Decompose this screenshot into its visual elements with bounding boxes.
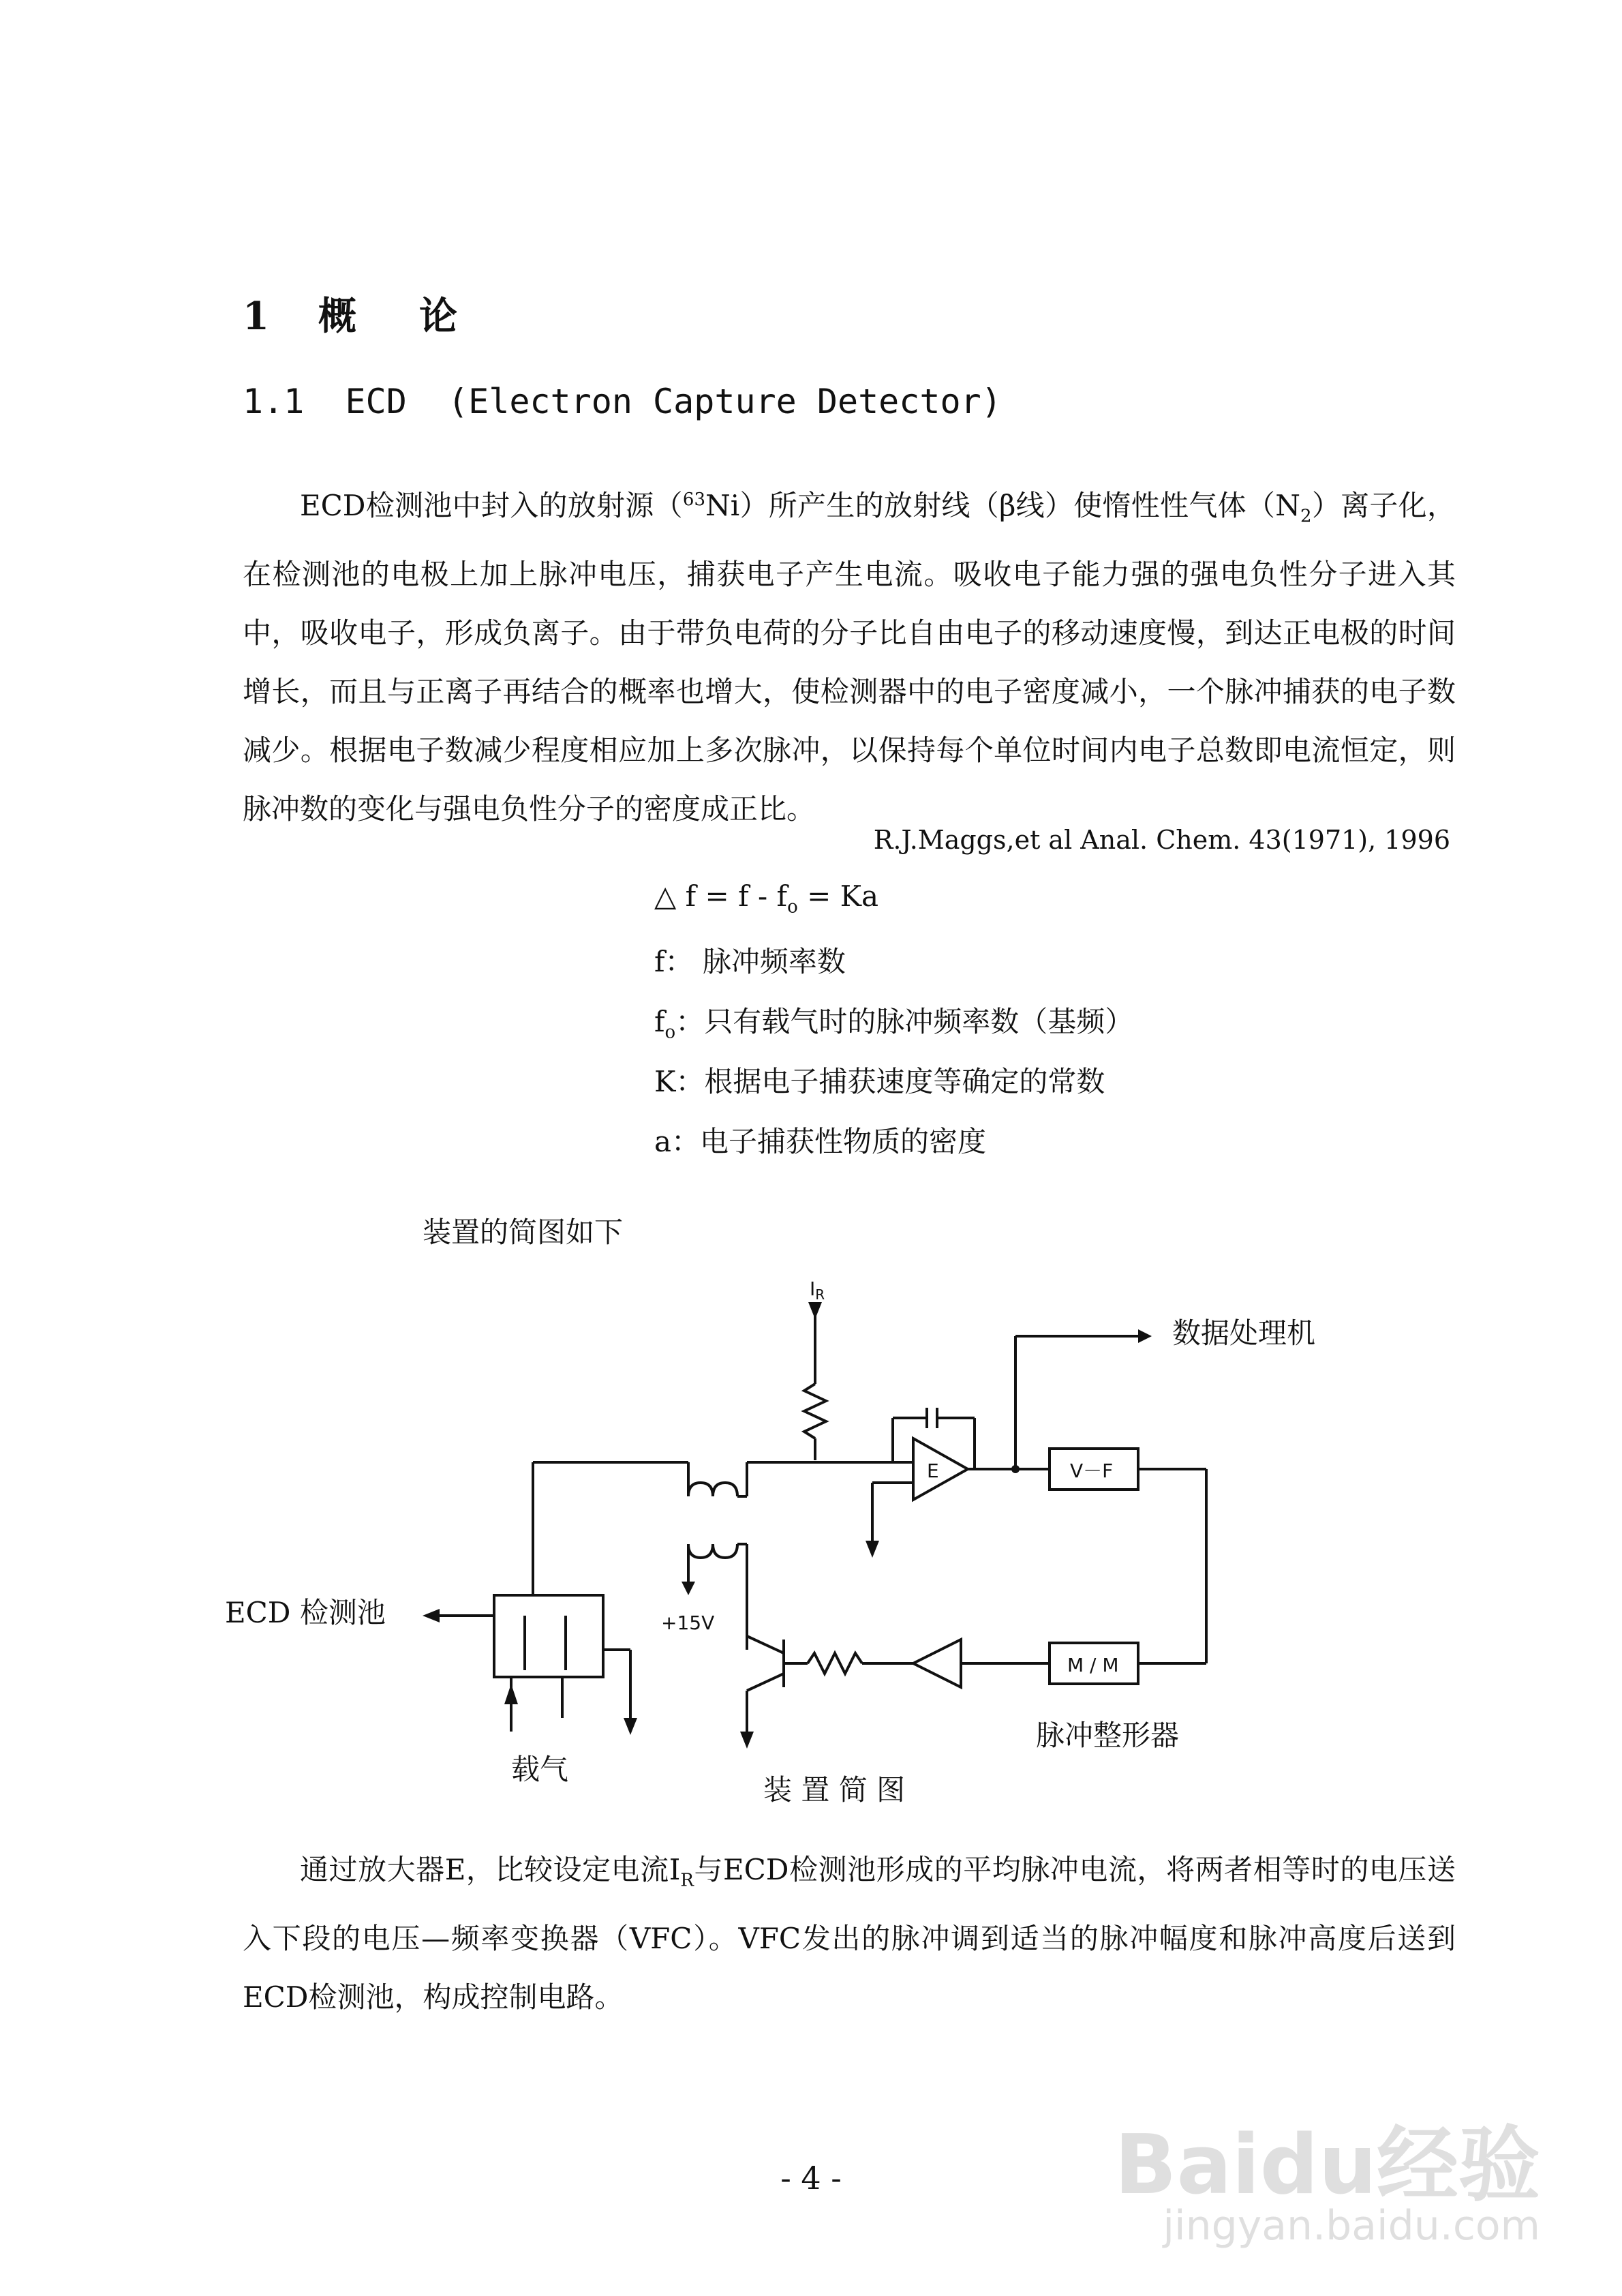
amplifier-e: [913, 1438, 968, 1500]
arrow-cell-right-out: [624, 1718, 637, 1735]
transformer-top-coil: [688, 1483, 737, 1496]
arrow-amp-ground: [866, 1541, 879, 1558]
label-plus15v: +15V: [661, 1612, 715, 1634]
label-vf: V－F: [1070, 1460, 1114, 1482]
label-ecd-cell: ECD 检测池: [225, 1596, 386, 1629]
arrow-carrier-in: [504, 1684, 518, 1704]
buffer-amplifier: [913, 1640, 961, 1687]
formula-def-fo: $f_o$：只有载气时的脉冲频率数（基频）: [654, 1005, 1134, 1043]
watermark-url: jingyan.baidu.com: [1163, 2202, 1540, 2250]
paragraph-control-circuit: 通过放大器E，比较设定电流$I_R$与ECD检测池形成的平均脉冲电流，将两者相等时的电压送入下段的电压—频率变换器（VFC）。VFC发出的脉冲调到适当的脉冲幅度和脉冲高度后送到ECD检测池，构成控制电路。: [243, 1853, 1456, 2014]
chapter-title-char-1: 概: [318, 294, 358, 339]
label-data-processor: 数据处理机: [1172, 1316, 1316, 1350]
page-number: - 4 -: [780, 2160, 842, 2196]
label-ir: $I_R$: [810, 1278, 825, 1303]
arrow-emitter: [740, 1732, 754, 1749]
label-e: E: [927, 1460, 939, 1482]
paragraph-ecd-principle: ECD检测池中封入的放射源（$^{63}$Ni）所产生的放射线（β线）使惰性性气体$(N_2)$离子化，在检测池的电极上加上脉冲电压，捕获电子产生电流。吸收电子能力强的强电负性分子进入其中，吸收电子，形成负离子。由于带负电荷的分子比自由电子的移动速度慢，到达正电极的时间增长，而且与正离子再结合的概率也增大，使检测器中的电子密度减小，一个脉冲捕获的电子数减少。根据电子数减少程度相应加上多次脉冲，以保持每个单位时间内电子总数即电流恒定，则脉冲数的变化与强电负性分子的密度成正比。: [243, 489, 1456, 826]
arrow-plus15v: [682, 1582, 695, 1595]
diagram-caption: 装 置 简 图: [763, 1773, 906, 1807]
chapter-number: 1: [243, 294, 271, 339]
chapter-title-char-2: 论: [418, 294, 459, 339]
junction-dot: [1011, 1465, 1020, 1473]
ir-resistor: [804, 1384, 826, 1438]
chapter-heading: [243, 286, 459, 341]
label-carrier-gas: 载气: [511, 1753, 569, 1786]
formula-def-f: f： 脉冲频率数: [654, 945, 846, 978]
arrow-ecd-out: [423, 1609, 440, 1622]
base-resistor: [808, 1653, 862, 1674]
device-diagram: [225, 1268, 1383, 1827]
formula-equation: △ $f = f - f_o = Ka$: [654, 879, 879, 918]
reference-citation: R.J.Maggs,et al Anal. Chem. 43(1971), 1996: [873, 825, 1450, 855]
formula-def-k: K：根据电子捕获速度等确定的常数: [654, 1065, 1105, 1098]
ecd-cell-body: [494, 1595, 603, 1677]
section-heading: 1.1 ECD (Electron Capture Detector): [243, 382, 1002, 421]
transformer-bottom-coil: [688, 1544, 737, 1558]
watermark-brand: Baidu经验: [1114, 2118, 1540, 2213]
arrow-data-processor: [1138, 1329, 1152, 1343]
label-mm: M / M: [1067, 1654, 1119, 1676]
diagram-intro: 装置的简图如下: [423, 1215, 624, 1249]
arrow-ir-in: [808, 1302, 822, 1319]
formula-def-a: a：电子捕获性物质的密度: [654, 1125, 987, 1158]
label-pulse-shaper: 脉冲整形器: [1036, 1719, 1180, 1752]
